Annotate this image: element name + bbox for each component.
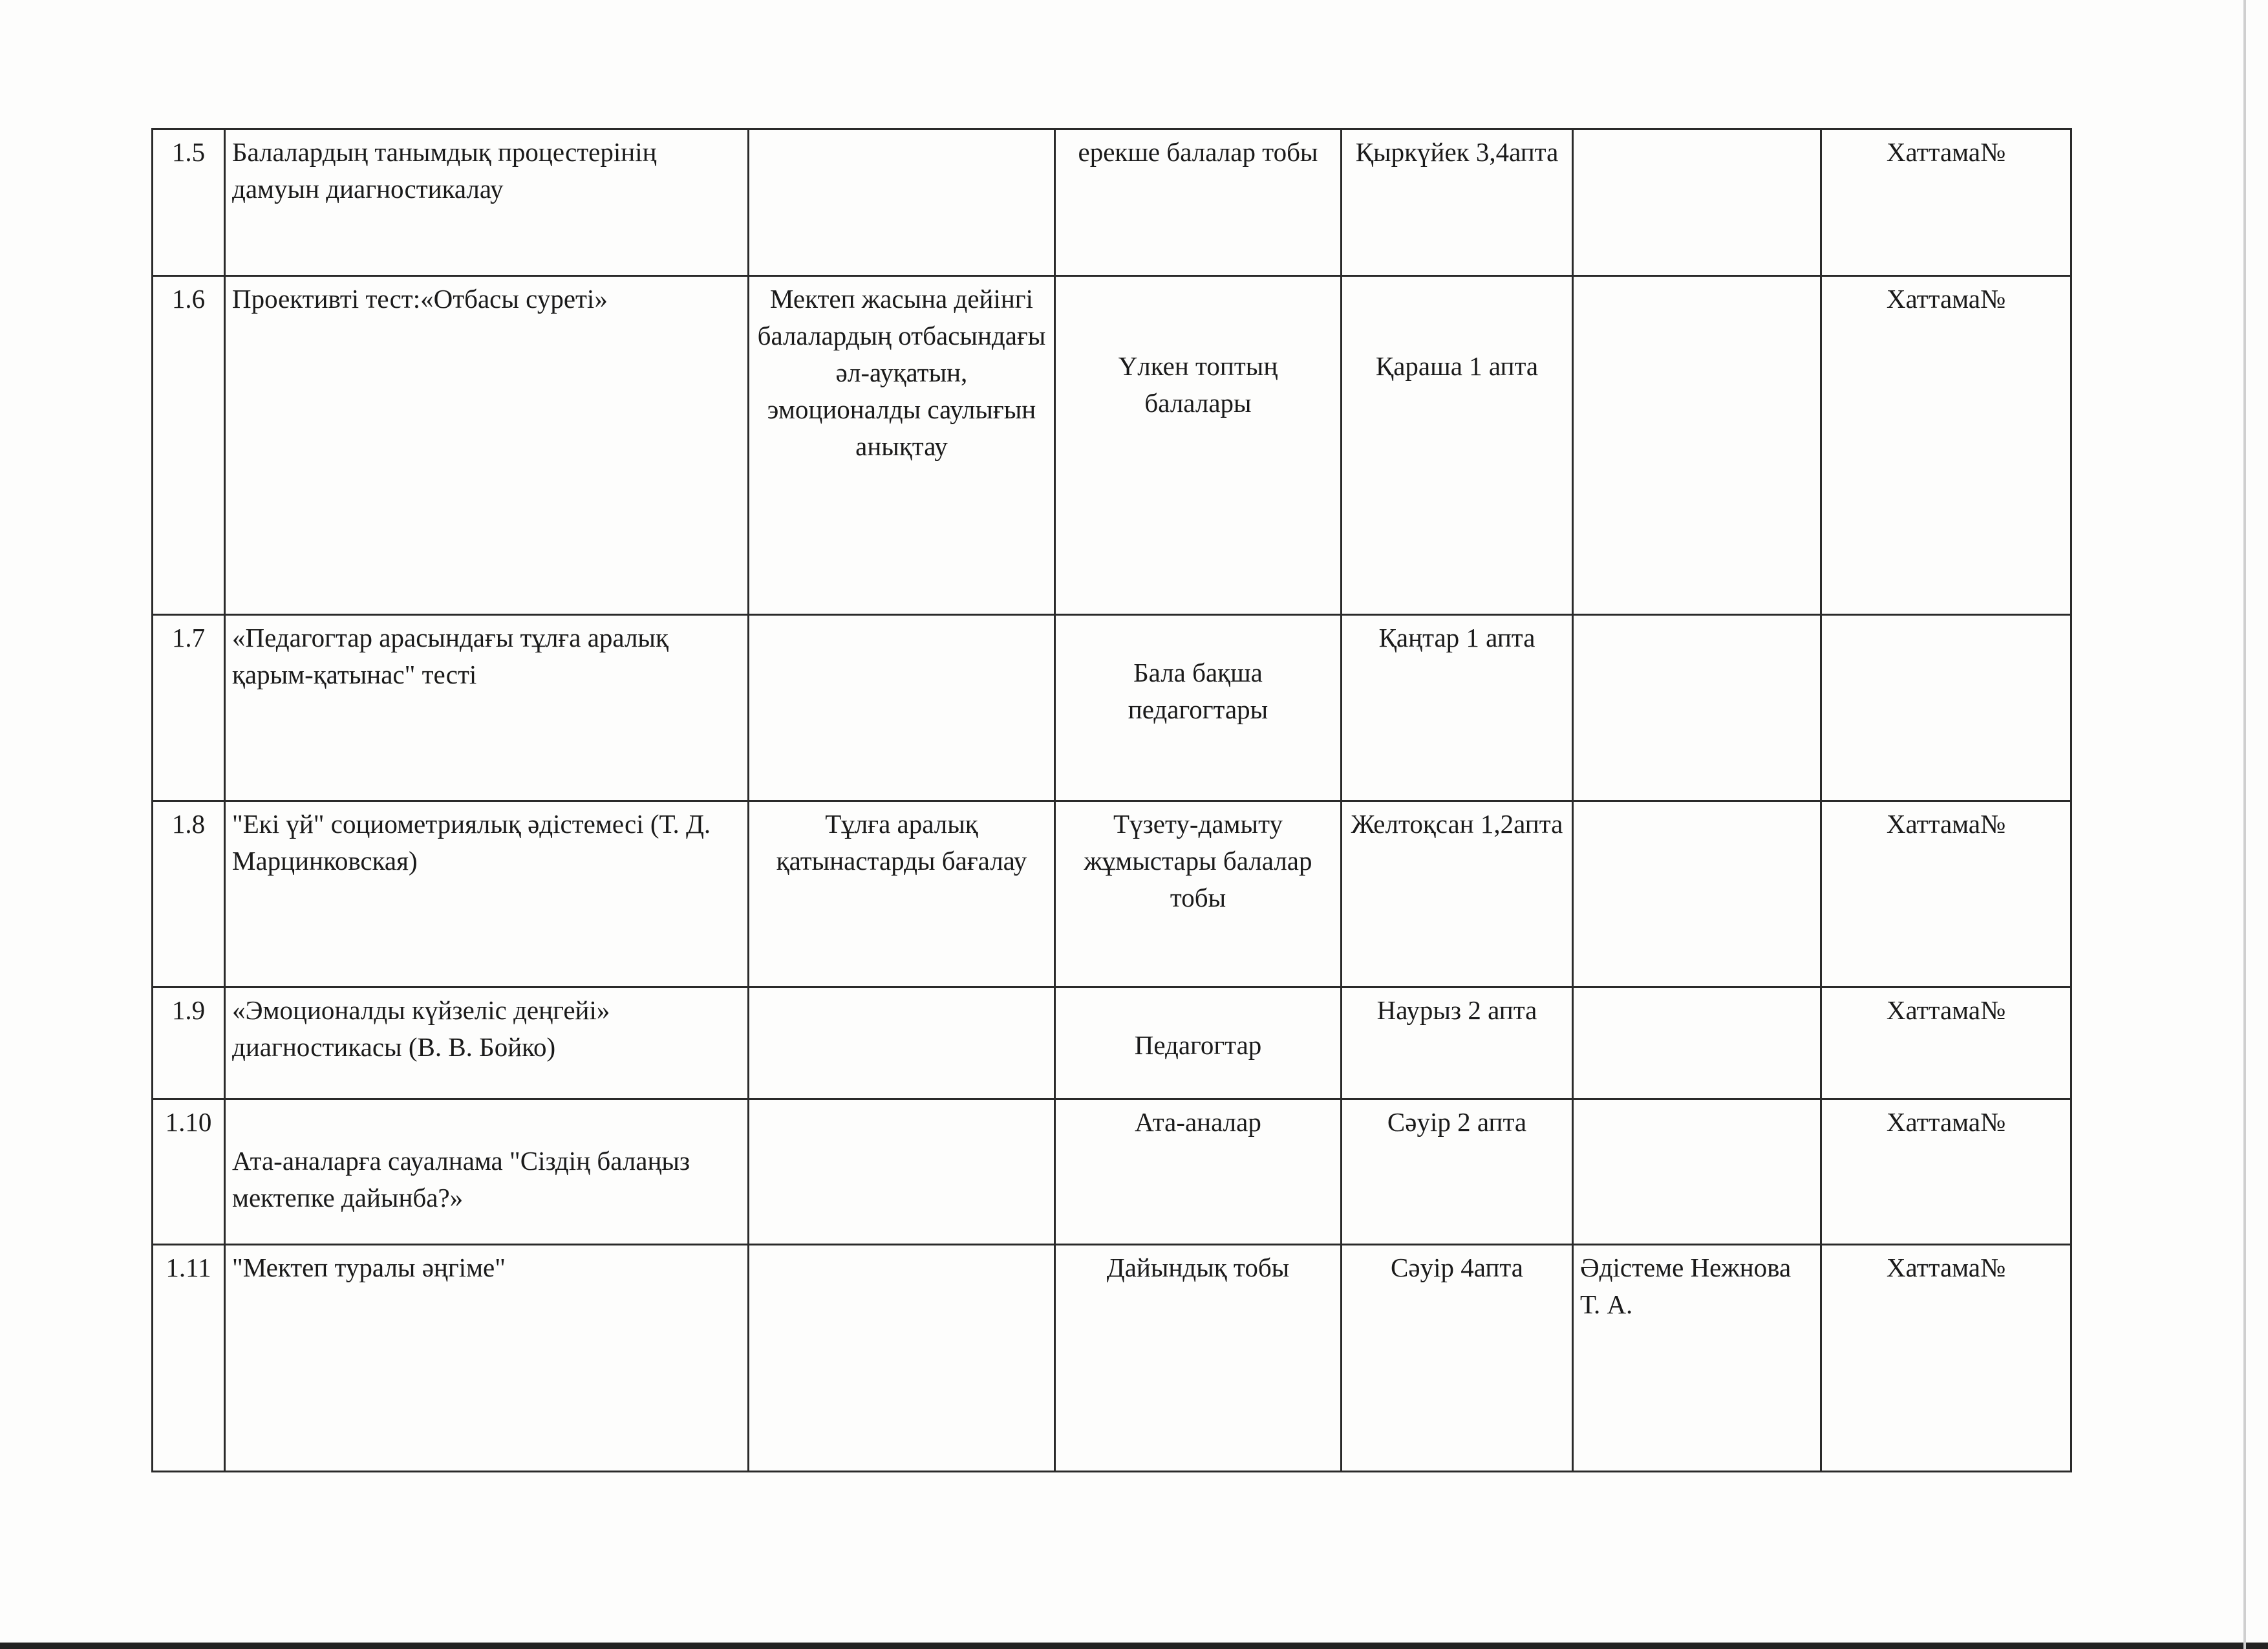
participants: Дайындық тобы <box>1106 1253 1290 1282</box>
participants: Бала бақша педагогтары <box>1128 658 1268 724</box>
responsible-cell <box>1573 1099 1821 1245</box>
schedule-cell <box>1342 1099 1573 1245</box>
responsible-cell <box>1573 129 1821 276</box>
activity-title-cell <box>225 1099 749 1245</box>
responsible: Әдістеме Нежнова Т. А. <box>1580 1253 1792 1319</box>
activity-title-cell <box>225 276 749 615</box>
activity-purpose-cell <box>749 129 1055 276</box>
participants: Үлкен топтың балалары <box>1118 351 1278 418</box>
plan-table <box>151 128 2072 1472</box>
result: Хаттама№ <box>1886 284 2006 314</box>
schedule: Наурыз 2 апта <box>1376 995 1537 1025</box>
responsible-cell <box>1573 615 1821 801</box>
activity-title-cell <box>225 801 749 987</box>
row-number-cell <box>153 276 225 615</box>
activity-purpose-cell <box>749 1245 1055 1472</box>
table-row <box>153 1245 2071 1472</box>
scan-edge-right <box>2243 0 2246 1649</box>
schedule: Сәуір 2 апта <box>1387 1107 1527 1137</box>
activity-title: «Педагогтар арасындағы тұлға аралық қарым-қатынас" тесті <box>232 623 669 689</box>
responsible-cell <box>1573 276 1821 615</box>
row-number: 1.6 <box>171 284 206 314</box>
participants-cell <box>1055 801 1342 987</box>
participants: Түзету-дамыту жұмыстары балалар тобы <box>1084 809 1312 912</box>
schedule-cell <box>1342 801 1573 987</box>
schedule-cell <box>1342 615 1573 801</box>
row-number: 1.10 <box>165 1107 212 1137</box>
participants: ерекше балалар тобы <box>1078 137 1318 167</box>
result: Хаттама№ <box>1886 137 2006 167</box>
schedule-cell <box>1342 987 1573 1099</box>
schedule: Қаңтар 1 апта <box>1378 623 1535 652</box>
participants-cell <box>1055 615 1342 801</box>
result: Хаттама№ <box>1886 809 2006 839</box>
activity-purpose: Тұлға аралық қатынастарды бағалау <box>776 809 1027 876</box>
activity-purpose-cell <box>749 276 1055 615</box>
table-row <box>153 615 2071 801</box>
table-row <box>153 1099 2071 1245</box>
activity-title: "Мектеп туралы әңгіме" <box>232 1253 506 1282</box>
table-row <box>153 129 2071 276</box>
result-cell <box>1821 615 2071 801</box>
schedule-cell <box>1342 129 1573 276</box>
result: Хаттама№ <box>1886 995 2006 1025</box>
activity-title-cell <box>225 615 749 801</box>
row-number-cell <box>153 1099 225 1245</box>
activity-title: Проективті тест:«Отбасы суреті» <box>232 284 608 314</box>
participants-cell <box>1055 276 1342 615</box>
table-row <box>153 801 2071 987</box>
row-number-cell <box>153 801 225 987</box>
row-number-cell <box>153 987 225 1099</box>
activity-purpose-cell <box>749 1099 1055 1245</box>
responsible-cell <box>1573 987 1821 1099</box>
result-cell <box>1821 1245 2071 1472</box>
participants-cell <box>1055 129 1342 276</box>
row-number-cell <box>153 129 225 276</box>
row-number: 1.8 <box>171 809 206 839</box>
activity-title: Ата-аналарға сауалнама "Сіздің балаңыз мектепке дайынба?» <box>232 1146 690 1212</box>
result-cell <box>1821 987 2071 1099</box>
activity-purpose-cell <box>749 987 1055 1099</box>
activity-title: Балалардың танымдық процестерінің дамуын диагностикалау <box>232 137 657 204</box>
row-number-cell <box>153 615 225 801</box>
activity-title-cell <box>225 987 749 1099</box>
activity-title: «Эмоционалды күйзеліс деңгейі» диагностикасы (В. В. Бойко) <box>232 995 610 1062</box>
result-cell <box>1821 129 2071 276</box>
table-row <box>153 987 2071 1099</box>
row-number: 1.5 <box>171 137 206 167</box>
row-number: 1.11 <box>166 1253 211 1282</box>
activity-purpose-cell <box>749 615 1055 801</box>
result: Хаттама№ <box>1886 1253 2006 1282</box>
scan-edge <box>0 1643 2268 1649</box>
schedule: Қыркүйек 3,4апта <box>1355 137 1559 167</box>
result: Хаттама№ <box>1886 1107 2006 1137</box>
schedule: Желтоқсан 1,2апта <box>1351 809 1563 839</box>
activity-title: "Екі үй" социометриялық әдістемесі (Т. Д. Марцинковская) <box>232 809 711 876</box>
result-cell <box>1821 1099 2071 1245</box>
schedule-cell <box>1342 276 1573 615</box>
table-row <box>153 276 2071 615</box>
row-number-cell <box>153 1245 225 1472</box>
result-cell <box>1821 801 2071 987</box>
activity-purpose: Мектеп жасына дейінгі балалардың отбасындағы әл-ауқатын, эмоционалды саулығын анықтау <box>757 284 1046 461</box>
schedule-cell <box>1342 1245 1573 1472</box>
responsible-cell <box>1573 1245 1821 1472</box>
participants-cell <box>1055 987 1342 1099</box>
schedule: Сәуір 4апта <box>1391 1253 1523 1282</box>
participants: Педагогтар <box>1134 1030 1262 1060</box>
activity-title-cell <box>225 1245 749 1472</box>
participants-cell <box>1055 1245 1342 1472</box>
activity-purpose-cell <box>749 801 1055 987</box>
activity-title-cell <box>225 129 749 276</box>
row-number: 1.7 <box>171 623 206 652</box>
row-number: 1.9 <box>171 995 206 1025</box>
result-cell <box>1821 276 2071 615</box>
schedule: Қараша 1 апта <box>1375 351 1539 381</box>
participants-cell <box>1055 1099 1342 1245</box>
responsible-cell <box>1573 801 1821 987</box>
participants: Ата-аналар <box>1135 1107 1261 1137</box>
